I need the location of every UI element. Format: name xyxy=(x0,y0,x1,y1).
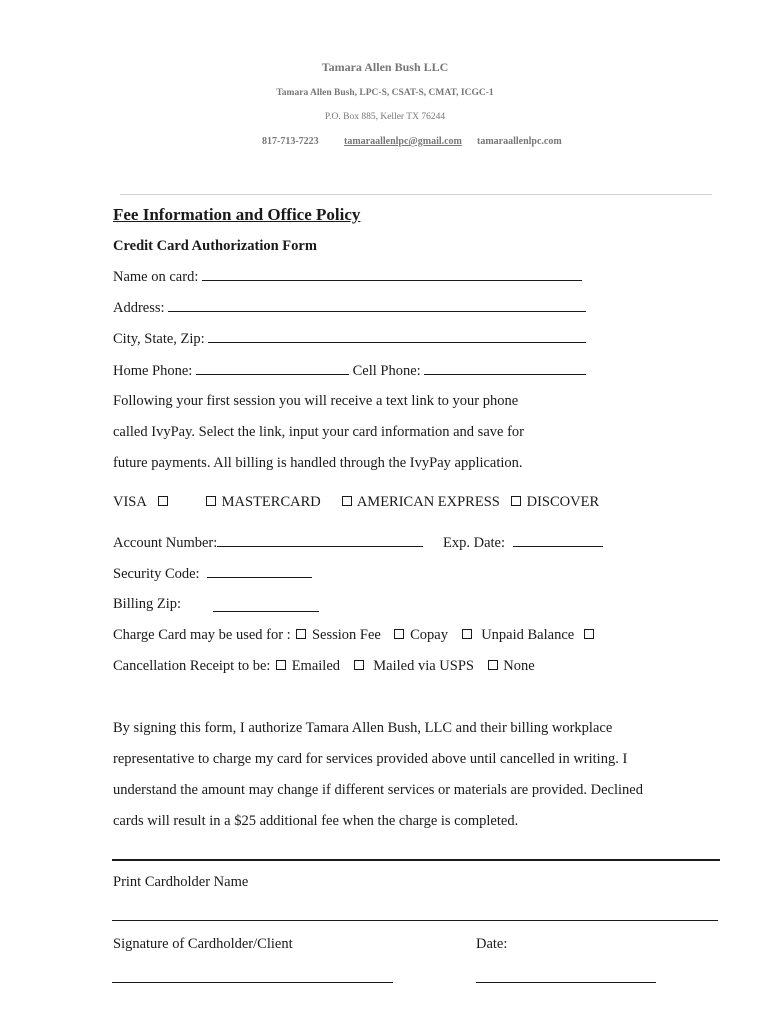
cell-phone-label: Cell Phone: xyxy=(352,363,421,379)
amex-checkbox[interactable] xyxy=(342,496,352,506)
none-label: None xyxy=(503,658,535,674)
account-number-field[interactable] xyxy=(217,534,423,547)
session-fee-label: Session Fee xyxy=(311,627,381,643)
security-code-label: Security Code: xyxy=(113,566,200,582)
phone-number: 817-713-7223 xyxy=(262,136,319,147)
date-label: Date: xyxy=(476,936,508,952)
exp-date-label: Exp. Date: xyxy=(443,535,506,551)
mailing-address: P.O. Box 885, Keller TX 76244 xyxy=(324,112,446,122)
signature-section-divider xyxy=(112,859,720,861)
mastercard-checkbox[interactable] xyxy=(206,496,216,506)
credentials: Tamara Allen Bush, LPC-S, CSAT-S, CMAT, ICGC-1 xyxy=(276,88,494,98)
form-subtitle: Credit Card Authorization Form xyxy=(113,238,317,254)
mailed-usps-label: Mailed via USPS xyxy=(373,658,474,674)
extra-charge-checkbox[interactable] xyxy=(584,629,594,639)
card-type-discover xyxy=(509,494,599,511)
account-number-label: Account Number: xyxy=(113,535,218,551)
city-state-zip-row xyxy=(113,330,586,348)
authorization-line-1: By signing this form, I authorize Tamara Allen Bush, LLC and their billing workplace xyxy=(113,720,613,736)
date-field[interactable] xyxy=(476,982,656,983)
account-number-row xyxy=(113,534,423,552)
ivypay-line-1: Following your first session you will receive a text link to your phone xyxy=(113,393,519,409)
receipt-label: Cancellation Receipt to be: xyxy=(113,658,271,674)
page-title: Fee Information and Office Policy xyxy=(113,205,361,224)
card-type-amex xyxy=(340,494,500,511)
copay-checkbox[interactable] xyxy=(394,629,404,639)
cell-phone-field[interactable] xyxy=(424,362,586,375)
discover-label: DISCOVER xyxy=(526,494,600,510)
unpaid-balance-checkbox[interactable] xyxy=(462,629,472,639)
exp-date-row xyxy=(443,534,603,552)
discover-checkbox[interactable] xyxy=(511,496,521,506)
mastercard-label: MASTERCARD xyxy=(221,494,321,510)
city-state-zip-label: City, State, Zip: xyxy=(113,331,205,347)
emailed-label: Emailed xyxy=(291,658,341,674)
header-divider xyxy=(120,194,712,195)
home-phone-label: Home Phone: xyxy=(113,363,193,379)
address-field[interactable] xyxy=(168,299,586,312)
authorization-line-3: understand the amount may change if different services or materials are provided. Declined xyxy=(113,782,643,798)
receipt-options-row xyxy=(113,658,535,675)
card-type-mastercard xyxy=(204,494,321,511)
none-checkbox[interactable] xyxy=(488,660,498,670)
session-fee-checkbox[interactable] xyxy=(296,629,306,639)
address-label: Address: xyxy=(113,300,165,316)
mailed-usps-checkbox[interactable] xyxy=(354,660,364,670)
charge-label: Charge Card may be used for : xyxy=(113,627,291,643)
security-code-field[interactable] xyxy=(207,565,312,578)
home-phone-field[interactable] xyxy=(196,362,349,375)
billing-zip-label: Billing Zip: xyxy=(113,596,182,612)
authorization-line-2: representative to charge my card for services provided above until cancelled in writing. I xyxy=(113,751,628,767)
ivypay-line-2: called IvyPay. Select the link, input your card information and save for xyxy=(113,424,524,440)
email-link[interactable]: tamaraallenlpc@gmail.com xyxy=(344,136,462,147)
billing-zip-row xyxy=(113,596,181,613)
phone-row xyxy=(113,362,586,380)
visa-checkbox[interactable] xyxy=(158,496,168,506)
ivypay-line-3: future payments. All billing is handled through the IvyPay application. xyxy=(113,455,523,471)
signature-label: Signature of Cardholder/Client xyxy=(113,936,293,952)
unpaid-balance-label: Unpaid Balance xyxy=(481,627,575,643)
card-type-visa xyxy=(113,494,170,511)
address-row xyxy=(113,299,586,317)
amex-label: AMERICAN EXPRESS xyxy=(356,494,500,510)
signature-field[interactable] xyxy=(112,982,393,983)
website: tamaraallenlpc.com xyxy=(477,136,562,147)
name-on-card-label: Name on card: xyxy=(113,269,199,285)
copay-label: Copay xyxy=(410,627,448,643)
visa-label: VISA xyxy=(113,494,147,510)
name-on-card-field[interactable] xyxy=(202,268,582,281)
company-name: Tamara Allen Bush LLC xyxy=(321,60,449,74)
emailed-checkbox[interactable] xyxy=(276,660,286,670)
charge-options-row xyxy=(113,627,596,644)
print-name-field[interactable] xyxy=(112,920,718,921)
name-on-card-row xyxy=(113,268,582,286)
city-state-zip-field[interactable] xyxy=(208,330,586,343)
authorization-line-4: cards will result in a $25 additional fee when the charge is completed. xyxy=(113,813,519,829)
print-name-label: Print Cardholder Name xyxy=(113,874,249,890)
exp-date-field[interactable] xyxy=(513,534,603,547)
billing-zip-field[interactable] xyxy=(213,597,319,612)
security-code-row xyxy=(113,565,312,583)
